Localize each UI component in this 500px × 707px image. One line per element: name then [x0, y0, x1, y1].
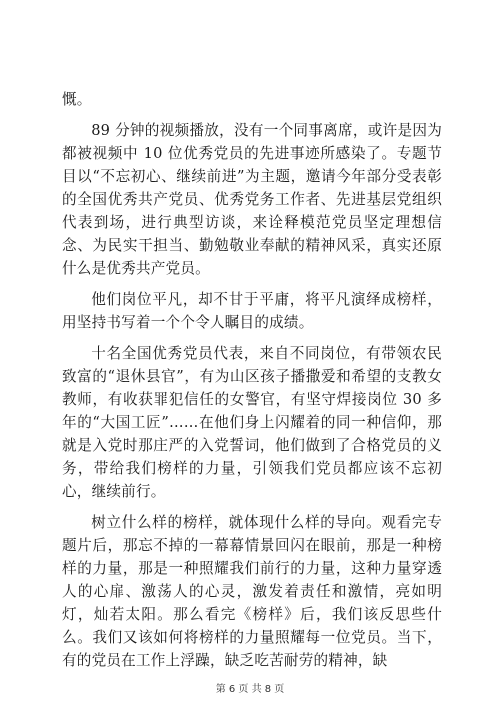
paragraph-ten-representatives: 十名全国优秀党员代表，来自不同岗位，有带领农民致富的“退休县官”，有为山区孩子播撒爱和希望的支教女教师，有收获罪犯信任的女警官，有坚守焊接岗位 30 多年的“大国工匠”……在他们身上闪耀着的同一种信仰，那就是入党时那庄严的入党誓词，他们做到了合格党员的义务，带给我们榜样的力量，引领我们党员都应该不忘初心，继续前行。 — [62, 345, 442, 500]
paragraph-ordinary-posts: 他们岗位平凡，却不甘于平庸，将平凡演绎成榜样，用坚持书写着一个个令人瞩目的成绩。 — [62, 291, 442, 331]
document-body — [62, 88, 442, 672]
paragraph-continuation: 慨。 — [62, 91, 92, 108]
paragraph-role-model: 树立什么样的榜样，就体现什么样的导向。观看完专题片后，那忘不掉的一幕幕情景回闪在眼前，那是一种榜样的力量，那是一种照耀我们前行的力量，这种力量穿透人的心扉、激荡人的心灵，激发着责任和激情，亮如明灯，灿若太阳。那么看完《榜样》后，我们该反思些什么。我们又该如何将榜样的力量照耀每一位党员。当下，有的党员在工作上浮躁，缺乏吃苦耐劳的精神，缺 — [62, 514, 442, 669]
paragraph-video-broadcast: 89 分钟的视频播放，没有一个同事离席，或许是因为都被视频中 10 位优秀党员的先进事迹所感染了。专题节目以“不忘初心、继续前进”为主题，邀请今年部分受表彰的全国优秀共产党员、优秀党务工作者、先进基层党组织代表到场，进行典型访谈，来诠释模范党员坚定理想信念、为民实干担当、勤勉敬业奉献的精神风采，真实还原什么是优秀共产党员。 — [62, 122, 442, 277]
page-footer: 第 6 页 共 8 页 — [215, 684, 285, 695]
